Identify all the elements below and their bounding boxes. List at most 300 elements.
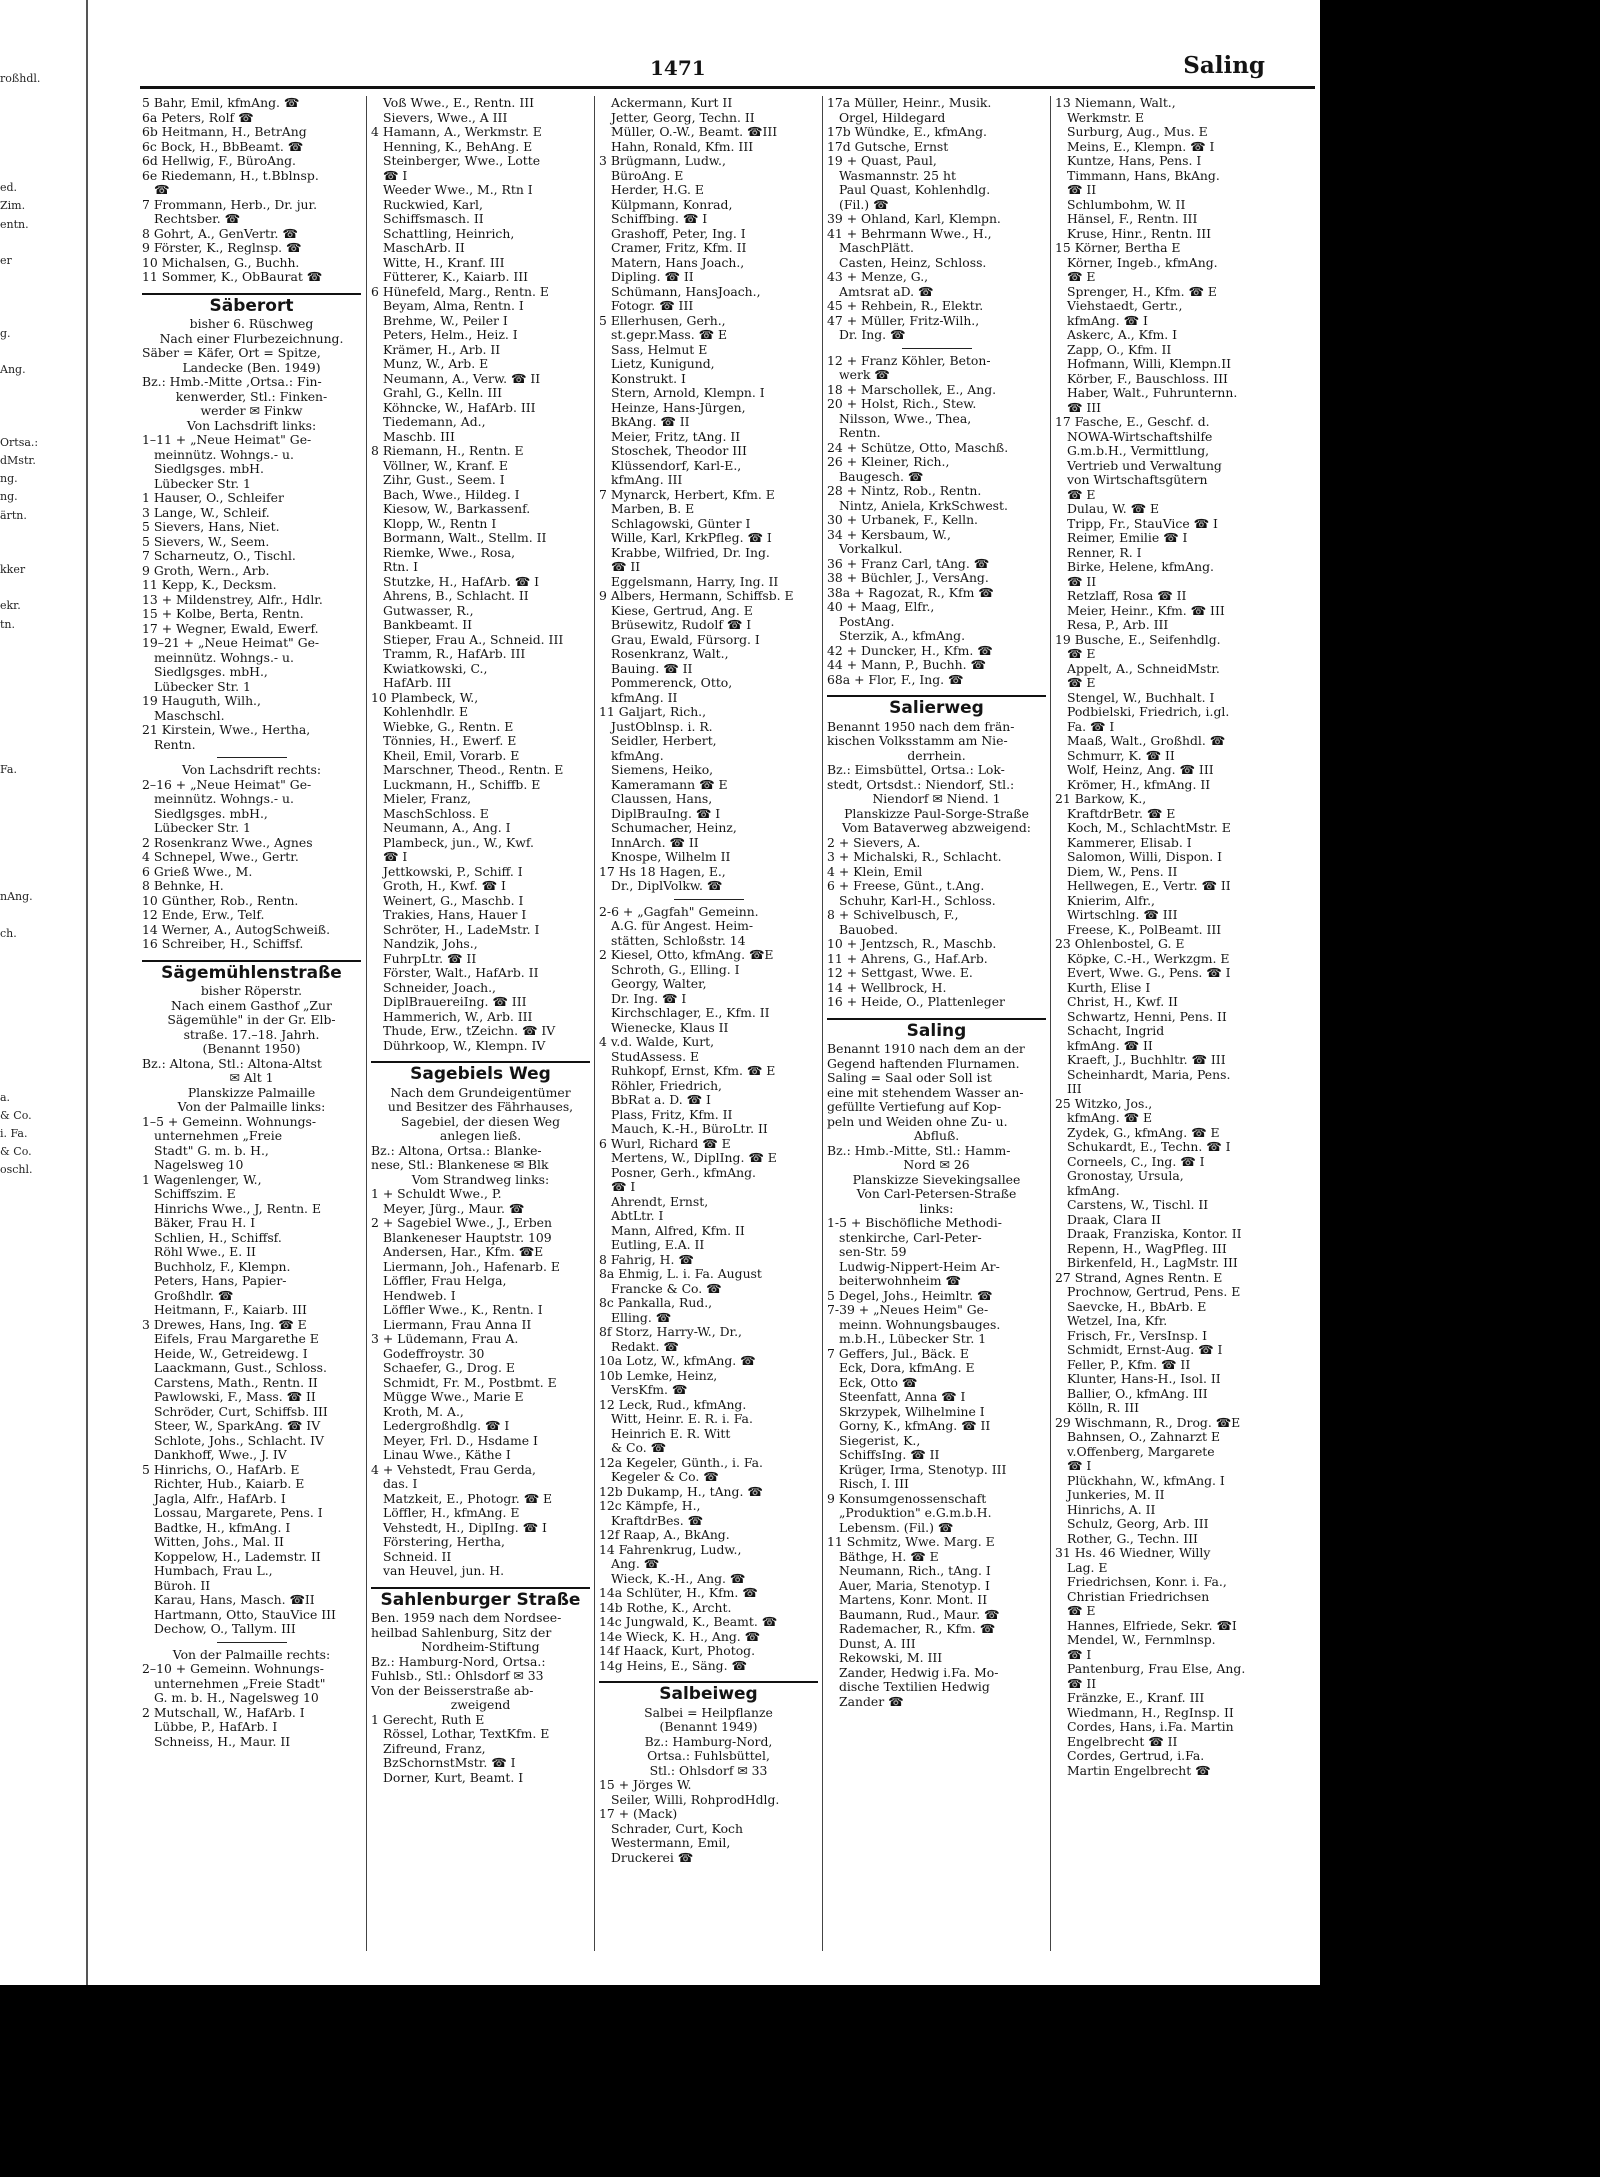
- resident-entry: Schlumbohm, W. II: [1067, 197, 1186, 212]
- resident-entry: Siegerist, K.,: [839, 1433, 921, 1448]
- resident-entry: AbtLtr. I: [611, 1209, 664, 1223]
- resident-entry: Plückhahn, W., kfmAng. I: [1067, 1473, 1225, 1488]
- resident-entry: Seiler, Willi, RohprodHdlg.: [611, 1792, 780, 1807]
- resident-entry: Ahrens, B., Schlacht. II: [383, 589, 529, 603]
- resident-entry: Förster, Walt., HafArb. II: [383, 966, 539, 980]
- resident-entry: sen-Str. 59: [839, 1245, 907, 1259]
- resident-entry: (Fil.) ☎: [839, 197, 889, 212]
- resident-entry: Pommerenck, Otto,: [611, 676, 733, 690]
- fragment-line: Fa.: [0, 763, 17, 777]
- resident-entry: Zander ☎: [839, 1694, 904, 1709]
- house-entry: 38a + Ragozat, R., Kfm ☎: [827, 585, 994, 600]
- fragment-line: [0, 306, 84, 324]
- resident-entry: Hinrichs, A. II: [1067, 1502, 1156, 1517]
- resident-entry: Carstens, Math., Rentn. II: [154, 1375, 318, 1390]
- resident-entry: Krämer, H., Arb. II: [383, 342, 501, 357]
- fragment-line: [0, 125, 84, 143]
- resident-entry: Knospe, Wilhelm II: [611, 850, 731, 864]
- house-entry: heilbad Sahlenburg, Sitz der: [371, 1625, 552, 1640]
- house-entry: 7 Scharneutz, O., Tischl.: [142, 549, 296, 563]
- resident-entry: Tripp, Fr., StauVice ☎ I: [1067, 516, 1218, 531]
- resident-entry: Timmann, Hans, BkAng.: [1067, 168, 1220, 183]
- resident-entry: Eck, Dora, kfmAng. E: [839, 1361, 975, 1375]
- resident-entry: Blankeneser Hauptstr. 109: [383, 1230, 552, 1245]
- house-entry: 1–11 + „Neue Heimat" Ge-: [142, 433, 312, 447]
- resident-entry: Kroth, M. A.,: [383, 1404, 464, 1419]
- house-entry: 1–5 + Gemeinn. Wohnungs-: [142, 1114, 317, 1129]
- house-entry: 5 Ellerhusen, Gerh.,: [599, 313, 726, 328]
- resident-entry: Maschb. III: [383, 429, 455, 444]
- resident-entry: Saevcke, H., BbArb. E: [1067, 1299, 1207, 1314]
- resident-entry: Schumacher, Heinz,: [611, 821, 737, 835]
- resident-entry: Scheinhardt, Maria, Pens.: [1067, 1067, 1231, 1082]
- house-entry: Bz.: Altona, Stl.: Altona-Altst: [142, 1056, 322, 1071]
- resident-entry: Wille, Karl, KrkPfleg. ☎ I: [611, 531, 772, 545]
- resident-entry: Renner, R. I: [1067, 545, 1142, 560]
- resident-entry: Schneiss, H., Maur. II: [154, 1734, 291, 1749]
- house-entry: 6c Bock, H., BbBeamt. ☎: [142, 139, 304, 154]
- fragment-line: [0, 798, 84, 816]
- resident-entry: m.b.H., Lübecker Str. 1: [839, 1332, 987, 1346]
- house-entry: 14g Heins, E., Säng. ☎: [599, 1658, 747, 1673]
- house-entry: 20 + Holst, Rich., Stew.: [827, 397, 977, 411]
- resident-entry: Pawlowski, F., Mass. ☎ II: [154, 1390, 316, 1404]
- house-entry: 19 Busche, E., Seifenhdlg.: [1055, 632, 1221, 647]
- resident-entry: Trakies, Hans, Hauer I: [383, 908, 527, 922]
- resident-entry: Siedlgsges. mbH.,: [154, 806, 268, 821]
- page-number: 1471: [650, 56, 706, 80]
- resident-entry: Gutwasser, R.,: [383, 603, 474, 618]
- house-entry: 4 + Klein, Emil: [827, 864, 923, 879]
- resident-entry: Fotogr. ☎ III: [611, 299, 694, 313]
- resident-entry: Sass, Helmut E: [611, 342, 708, 357]
- scan-background-right: [1320, 0, 1600, 2177]
- column-divider: [822, 96, 823, 1951]
- street-note: Von Lachsdrift links:: [186, 418, 317, 433]
- house-entry: 2 + Sagebiel Wwe., J., Erben: [371, 1216, 552, 1230]
- fragment-line: [0, 870, 84, 888]
- resident-entry: Zander, Hedwig i.Fa. Mo-: [839, 1665, 999, 1680]
- previous-page-fragment: [0, 70, 84, 1179]
- resident-entry: Schukardt, E., Techn. ☎ I: [1067, 1140, 1231, 1154]
- fragment-line: oschl.: [0, 1163, 33, 1177]
- resident-entry: Röhl Wwe., E. II: [154, 1245, 256, 1259]
- resident-entry: Schneider, Joach.,: [383, 980, 496, 995]
- resident-entry: Siemens, Heiko,: [611, 763, 714, 777]
- resident-entry: Bormann, Walt., Stellm. II: [383, 531, 547, 545]
- resident-entry: Vorkalkul.: [839, 542, 903, 556]
- house-entry: 12 + Settgast, Wwe. E.: [827, 966, 973, 980]
- house-entry: 12c Kämpfe, H.,: [599, 1499, 701, 1513]
- fragment-line: [0, 816, 84, 834]
- resident-entry: unternehmen „Freie Stadt": [154, 1676, 326, 1691]
- resident-entry: G.m.b.H., Vermittlung,: [1067, 444, 1210, 458]
- resident-entry: Christian Friedrichsen: [1067, 1589, 1210, 1604]
- resident-entry: Frisch, Fr., VersInsp. I: [1067, 1328, 1207, 1343]
- fragment-line: [0, 1052, 84, 1070]
- resident-entry: Schuhr, Karl-H., Schloss.: [839, 893, 996, 908]
- resident-entry: Witten, Johs., Mal. II: [154, 1535, 284, 1549]
- resident-entry: ☎ III: [1067, 400, 1102, 415]
- fragment-line: [0, 343, 84, 361]
- resident-entry: meinnütz. Wohngs.- u.: [154, 650, 294, 665]
- street-heading: Saling: [827, 1018, 1046, 1039]
- column-1: [142, 96, 361, 1749]
- resident-entry: Eggelsmann, Harry, Ing. II: [611, 574, 779, 589]
- resident-entry: Stengel, W., Buchhalt. I: [1067, 690, 1215, 705]
- fragment-line: [0, 725, 84, 743]
- resident-entry: Reimer, Emilie ☎ I: [1067, 531, 1188, 545]
- resident-entry: Hänsel, F., Rentn. III: [1067, 212, 1198, 226]
- fragment-line: [0, 852, 84, 870]
- resident-entry: Resa, P., Arb. III: [1067, 618, 1169, 632]
- house-entry: 6 + Freese, Günt., t.Ang.: [827, 879, 985, 893]
- resident-entry: kfmAng. III: [611, 473, 683, 487]
- resident-entry: Humbach, Frau L.,: [154, 1564, 273, 1578]
- house-entry: 19 + Quast, Paul,: [827, 154, 937, 168]
- resident-entry: Repenn, H., WagPfleg. III: [1067, 1241, 1227, 1256]
- house-entry: 21 Barkow, K.,: [1055, 792, 1147, 806]
- resident-entry: Kiesow, W., Barkassenf.: [383, 502, 531, 516]
- fragment-line: [0, 270, 84, 288]
- resident-entry: FuhrpLtr. ☎ II: [383, 951, 477, 966]
- house-entry: 6 Grieß Wwe., M.: [142, 864, 253, 879]
- resident-entry: Rekowski, M. III: [839, 1651, 943, 1665]
- resident-entry: Brehme, W., Peiler I: [383, 313, 508, 328]
- house-entry: Säber = Käfer, Ort = Spitze,: [142, 346, 321, 360]
- resident-entry: Büroh. II: [154, 1578, 211, 1593]
- resident-entry: Heitmann, F., Kaiarb. III: [154, 1303, 307, 1317]
- street-note: (Benannt 1950): [202, 1042, 301, 1056]
- house-entry: Benannt 1910 nach dem an der: [827, 1042, 1025, 1056]
- resident-entry: meinnütz. Wohngs.- u.: [154, 447, 294, 462]
- resident-entry: Wolf, Heinz, Ang. ☎ III: [1067, 763, 1214, 777]
- house-entry: Fuhlsb., Stl.: Ohlsdorf ✉ 33: [371, 1669, 544, 1683]
- column-4: [827, 96, 1046, 1709]
- street-note: Ortsa.: Fuhlsbüttel,: [647, 1749, 770, 1763]
- house-entry: 21 Kirstein, Wwe., Hertha,: [142, 723, 311, 737]
- resident-entry: Carstens, W., Tischl. II: [1067, 1198, 1209, 1212]
- house-entry: 2 Mutschall, W., HafArb. I: [142, 1705, 305, 1720]
- resident-entry: Cordes, Hans, i.Fa. Martin: [1067, 1720, 1234, 1734]
- resident-entry: ☎ II: [611, 560, 641, 574]
- resident-entry: Steenfatt, Anna ☎ I: [839, 1390, 966, 1404]
- fragment-line: [0, 961, 84, 979]
- resident-entry: Rössel, Lothar, TextKfm. E: [383, 1727, 550, 1741]
- house-entry: 9 Förster, K., Reglnsp. ☎: [142, 241, 302, 255]
- house-entry: 34 + Kersbaum, W.,: [827, 527, 951, 542]
- house-entry: 10 Michalsen, G., Buchh.: [142, 255, 300, 270]
- fragment-line: [0, 1034, 84, 1052]
- fragment-line: ng.: [0, 472, 18, 486]
- resident-entry: Wasmannstr. 25 ht: [839, 168, 956, 183]
- house-entry: 7-39 + „Neues Heim" Ge-: [827, 1303, 989, 1317]
- resident-entry: Meier, Fritz, tAng. II: [611, 429, 741, 444]
- house-entry: 17d Gutsche, Ernst: [827, 139, 949, 154]
- street-note: Nach einer Flurbezeichnung.: [159, 331, 344, 346]
- fragment-line: [0, 652, 84, 670]
- resident-entry: Eutling, E.A. II: [611, 1238, 705, 1252]
- fragment-line: [0, 743, 84, 761]
- header-rule: [140, 86, 1315, 89]
- resident-entry: Meyer, Jürg., Maur. ☎: [383, 1201, 525, 1216]
- house-entry: 8c Pankalla, Rud.,: [599, 1296, 713, 1310]
- house-entry: Bz.: Eimsbüttel, Ortsa.: Lok-: [827, 763, 1005, 777]
- resident-entry: Bankbeamt. II: [383, 618, 473, 632]
- resident-entry: Weeder Wwe., M., Rtn I: [383, 183, 533, 197]
- resident-entry: Köhncke, W., HafArb. III: [383, 400, 536, 415]
- street-note: Nach einem Gasthof „Zur: [171, 998, 332, 1013]
- resident-entry: Wirtschlng. ☎ III: [1067, 908, 1178, 922]
- resident-entry: Schacht, Ingrid: [1067, 1024, 1165, 1038]
- fragment-line: ärtn.: [0, 508, 27, 522]
- resident-entry: Dr. Ing. ☎ I: [611, 991, 687, 1006]
- resident-entry: Rosenkranz, Walt.,: [611, 647, 729, 661]
- resident-entry: „Produktion" e.G.m.b.H.: [839, 1506, 992, 1520]
- resident-entry: Köpke, C.-H., Werkzgm. E: [1067, 951, 1230, 966]
- house-entry: 15 + Kolbe, Berta, Rentn.: [142, 607, 304, 621]
- resident-entry: & Co. ☎: [611, 1441, 667, 1455]
- resident-entry: ☎ E: [1067, 270, 1096, 284]
- resident-entry: Podbielski, Friedrich, i.gl.: [1067, 705, 1230, 719]
- resident-entry: Krüger, Irma, Stenotyp. III: [839, 1462, 1007, 1477]
- resident-entry: Friedrichsen, Konr. i. Fa.,: [1067, 1575, 1227, 1589]
- resident-entry: Körber, F., Bauschloss. III: [1067, 371, 1228, 386]
- fragment-line: [0, 397, 84, 415]
- resident-entry: KraftdrBes. ☎: [611, 1513, 704, 1528]
- resident-entry: Kegeler & Co. ☎: [611, 1470, 719, 1484]
- resident-entry: ☎ I: [1067, 1459, 1092, 1473]
- resident-entry: Grashoff, Peter, Ing. I: [611, 226, 746, 241]
- resident-entry: Brüsewitz, Rudolf ☎ I: [611, 618, 752, 632]
- resident-entry: Weinert, G., Maschb. I: [383, 893, 524, 908]
- resident-entry: Klopp, W., Rentn I: [383, 516, 497, 531]
- street-note: Planskizze Sievekingsallee: [852, 1172, 1021, 1187]
- resident-entry: Askerc, A., Kfm. I: [1067, 328, 1178, 342]
- resident-entry: Liermann, Joh., Hafenarb. E: [383, 1259, 560, 1274]
- resident-entry: Cordes, Gertrud, i.Fa.: [1067, 1749, 1205, 1763]
- resident-entry: Evert, Wwe. G., Pens. ☎ I: [1067, 966, 1231, 980]
- resident-entry: Kirchschlager, E., Kfm. II: [611, 1006, 770, 1020]
- house-entry: 14b Rothe, K., Archt.: [599, 1600, 732, 1615]
- resident-entry: Schrader, Curt, Koch: [611, 1821, 743, 1836]
- street-note: Vom Bataverweg abzweigend:: [842, 821, 1031, 835]
- resident-entry: Dr. Ing. ☎: [839, 328, 906, 342]
- fragment-line: [0, 525, 84, 543]
- resident-entry: Hannes, Elfriede, Sekr. ☎I: [1067, 1618, 1237, 1633]
- resident-entry: Amtsrat aD. ☎: [839, 284, 934, 299]
- resident-entry: Buchholz, F., Klempn.: [154, 1259, 291, 1274]
- resident-entry: Dunst, A. III: [839, 1636, 916, 1651]
- resident-entry: Plambeck, jun., W., Kwf.: [383, 835, 534, 850]
- street-note: links:: [919, 1201, 954, 1216]
- fragment-line: kker: [0, 563, 26, 577]
- street-note: Stl.: Ohlsdorf ✉ 33: [649, 1763, 768, 1778]
- street-note: Von der Palmaille links:: [177, 1100, 326, 1114]
- fragment-line: Ang.: [0, 363, 26, 376]
- resident-entry: Marben, B. E: [611, 502, 695, 516]
- house-entry: 4 + Vehstedt, Frau Gerda,: [371, 1462, 536, 1477]
- resident-entry: Lebensm. (Fil.) ☎: [839, 1520, 954, 1535]
- resident-entry: Stoschek, Theodor III: [611, 444, 747, 458]
- house-entry: eine mit stehendem Wasser an-: [827, 1085, 1024, 1100]
- house-entry: 11 Schmitz, Wwe. Marg. E: [827, 1535, 995, 1549]
- resident-entry: Nilsson, Wwe., Thea,: [839, 411, 972, 426]
- resident-entry: ☎ I: [383, 850, 408, 864]
- house-entry: 2-6 + „Gagfah" Gemeinn.: [599, 904, 759, 919]
- page-spine: [86, 0, 88, 1985]
- fragment-line: [0, 288, 84, 306]
- fragment-line: [0, 779, 84, 797]
- resident-entry: Pantenburg, Frau Else, Ang.: [1067, 1662, 1246, 1676]
- resident-entry: Heinrich E. R. Witt: [611, 1426, 731, 1441]
- resident-entry: Retzlaff, Rosa ☎ II: [1067, 589, 1187, 603]
- resident-entry: BkAng. ☎ II: [611, 415, 690, 429]
- fragment-line: [0, 634, 84, 652]
- resident-entry: Baumann, Rud., Maur. ☎: [839, 1607, 1000, 1622]
- house-entry: 43 + Menze, G.,: [827, 270, 929, 284]
- resident-entry: Ahrendt, Ernst,: [611, 1194, 709, 1209]
- resident-entry: st.gepr.Mass. ☎ E: [611, 328, 728, 342]
- house-entry: 23 Ohlenbostel, G. E: [1055, 937, 1185, 951]
- resident-entry: Zihr, Gust., Seem. I: [383, 473, 505, 487]
- house-entry: 12 Leck, Rud., kfmAng.: [599, 1397, 747, 1412]
- fragment-line: tn.: [0, 617, 16, 631]
- resident-entry: meinnütz. Wohngs.- u.: [154, 792, 294, 806]
- house-entry: 19 Hauguth, Wilh.,: [142, 694, 261, 708]
- street-note: anlegen ließ.: [439, 1129, 522, 1143]
- resident-entry: Ackermann, Kurt II: [611, 96, 733, 110]
- house-entry: 16 + Heide, O., Plattenleger: [827, 995, 1005, 1009]
- street-note: Landecke (Ben. 1949): [182, 360, 321, 375]
- resident-entry: Eck, Otto ☎: [839, 1375, 918, 1390]
- house-entry: 8 + Schivelbusch, F.,: [827, 908, 959, 922]
- resident-entry: Neumann, A., Ang. I: [383, 821, 511, 835]
- fragment-line: & Co.: [0, 1108, 32, 1122]
- house-entry: 14a Schlüter, H., Kfm. ☎: [599, 1586, 758, 1600]
- house-entry: 11 + Ahrens, G., Haf.Arb.: [827, 951, 988, 966]
- resident-entry: Hartmann, Otto, StauVice III: [154, 1607, 336, 1622]
- house-entry: 45 + Rehbein, R., Elektr.: [827, 299, 984, 313]
- resident-entry: G. m. b. H., Nagelsweg 10: [154, 1691, 319, 1705]
- house-entry: 9 Groth, Wern., Arb.: [142, 563, 270, 578]
- resident-entry: DiplBrauIng. ☎ I: [611, 806, 721, 821]
- resident-entry: Hammerich, W., Arb. III: [383, 1009, 533, 1024]
- house-entry: 6e Riedemann, H., t.Bblnsp.: [142, 168, 319, 183]
- resident-entry: III: [1067, 1082, 1082, 1096]
- resident-entry: Francke & Co. ☎: [611, 1281, 722, 1296]
- resident-entry: Stieper, Frau A., Schneid. III: [383, 632, 564, 647]
- resident-entry: Risch, I. III: [839, 1477, 909, 1491]
- resident-entry: Zifreund, Franz,: [383, 1741, 486, 1756]
- resident-entry: Fränzke, E., Kranf. III: [1067, 1691, 1205, 1705]
- resident-entry: Ludwig-Nippert-Heim Ar-: [839, 1259, 1000, 1274]
- resident-entry: das. I: [383, 1477, 418, 1491]
- resident-entry: Thude, Erw., tZeichn. ☎ IV: [383, 1024, 556, 1038]
- resident-entry: Müller, O.-W., Beamt. ☎III: [611, 125, 778, 139]
- fragment-line: g.: [0, 326, 11, 340]
- resident-entry: Sievers, Wwe., A III: [383, 110, 508, 125]
- fragment-line: [0, 379, 84, 397]
- street-heading: Sagebiels Weg: [371, 1061, 590, 1082]
- resident-entry: van Heuvel, jun. H.: [383, 1564, 505, 1578]
- street-note: Nordheim-Stiftung: [421, 1640, 540, 1654]
- resident-entry: Löffler Wwe., K., Rentn. I: [383, 1303, 543, 1317]
- resident-entry: Grahl, G., Kelln. III: [383, 386, 503, 400]
- fragment-line: [0, 998, 84, 1016]
- house-entry: 40 + Maag, Elfr.,: [827, 600, 935, 614]
- resident-entry: Dührkoop, W., Klempn. IV: [383, 1038, 546, 1053]
- resident-entry: Wieck, K.-H., Ang. ☎: [611, 1571, 746, 1586]
- resident-entry: Liermann, Frau Anna II: [383, 1317, 532, 1332]
- house-entry: 17 + (Mack): [599, 1807, 678, 1821]
- resident-entry: Kurth, Elise I: [1067, 980, 1151, 995]
- resident-entry: kfmAng. ☎ E: [1067, 1111, 1152, 1125]
- resident-entry: Hendweb. I: [383, 1288, 456, 1303]
- house-entry: 14 Werner, A., AutogSchweiß.: [142, 922, 331, 937]
- resident-entry: Koch, M., SchlachtMstr. E: [1067, 821, 1231, 835]
- street-note: Von Carl-Petersen-Straße: [856, 1187, 1017, 1201]
- fragment-line: [0, 688, 84, 706]
- street-note: Bz.: Hamburg-Nord,: [644, 1734, 773, 1749]
- house-entry: 12f Raap, A., BkAng.: [599, 1528, 730, 1542]
- house-entry: 44 + Mann, P., Buchh. ☎: [827, 658, 986, 672]
- resident-entry: Draak, Franziska, Kontor. II: [1067, 1227, 1242, 1241]
- house-entry: Gegend haftenden Flurnamen.: [827, 1056, 1020, 1071]
- resident-entry: Dulau, W. ☎ E: [1067, 502, 1159, 516]
- house-entry: 10 Plambeck, W.,: [371, 690, 479, 705]
- house-entry: 9 Albers, Hermann, Schiffsb. E: [599, 589, 794, 603]
- house-entry: 17b Wündke, E., kfmAng.: [827, 125, 987, 139]
- house-entry: 14c Jungwald, K., Beamt. ☎: [599, 1615, 778, 1629]
- resident-entry: Ballier, O., kfmAng. III: [1067, 1386, 1208, 1401]
- resident-entry: Freese, K., PolBeamt. III: [1067, 922, 1222, 937]
- resident-entry: Stutzke, H., HafArb. ☎ I: [383, 574, 540, 589]
- resident-entry: Haber, Walt., Fuhrunternn.: [1067, 386, 1238, 400]
- house-entry: 7 Frommann, Herb., Dr. jur.: [142, 197, 318, 212]
- house-entry: 17 Hs 18 Hagen, E.,: [599, 864, 726, 879]
- resident-entry: Lübecker Str. 1: [154, 821, 251, 835]
- resident-entry: KraftdrBetr. ☎ E: [1067, 806, 1176, 821]
- resident-entry: Jetter, Georg, Techn. II: [611, 110, 755, 125]
- resident-entry: Wetzel, Ina, Kfr.: [1067, 1314, 1168, 1328]
- house-entry: 1 + Schuldt Wwe., P.: [371, 1187, 502, 1201]
- resident-entry: MaschPlätt.: [839, 241, 914, 255]
- resident-entry: Grau, Ewald, Fürsorg. I: [611, 632, 760, 647]
- house-entry: 17 Fasche, E., Geschf. d.: [1055, 415, 1210, 429]
- resident-entry: Neumann, A., Verw. ☎ II: [383, 371, 541, 386]
- resident-entry: Schmurr, K. ☎ II: [1067, 748, 1175, 763]
- resident-entry: Meyer, Frl. D., Hsdame I: [383, 1433, 538, 1448]
- fragment-line: entn.: [0, 217, 29, 231]
- resident-entry: Rechtsber. ☎: [154, 212, 241, 226]
- fragment-line: [0, 234, 84, 252]
- resident-entry: Kraeft, J., Buchhltr. ☎ III: [1067, 1053, 1226, 1067]
- house-entry: 47 + Müller, Fritz-Wilh.,: [827, 313, 980, 328]
- resident-entry: ☎ E: [1067, 1604, 1096, 1618]
- resident-entry: Elling. ☎: [611, 1310, 672, 1325]
- resident-entry: Lag. E: [1067, 1560, 1108, 1575]
- resident-entry: Peters, Hans, Papier-: [154, 1274, 287, 1288]
- fragment-line: Ortsa.:: [0, 435, 39, 449]
- house-entry: 5 Sievers, Hans, Niet.: [142, 520, 280, 534]
- resident-entry: HafArb. III: [383, 676, 452, 690]
- column-divider: [366, 96, 367, 1951]
- house-entry: 68a + Flor, F., Ing. ☎: [827, 672, 964, 687]
- resident-entry: Seidler, Herbert,: [611, 734, 717, 748]
- resident-entry: Lübecker Str. 1: [154, 679, 251, 694]
- resident-entry: Wiedmann, H., RegInsp. II: [1067, 1705, 1234, 1720]
